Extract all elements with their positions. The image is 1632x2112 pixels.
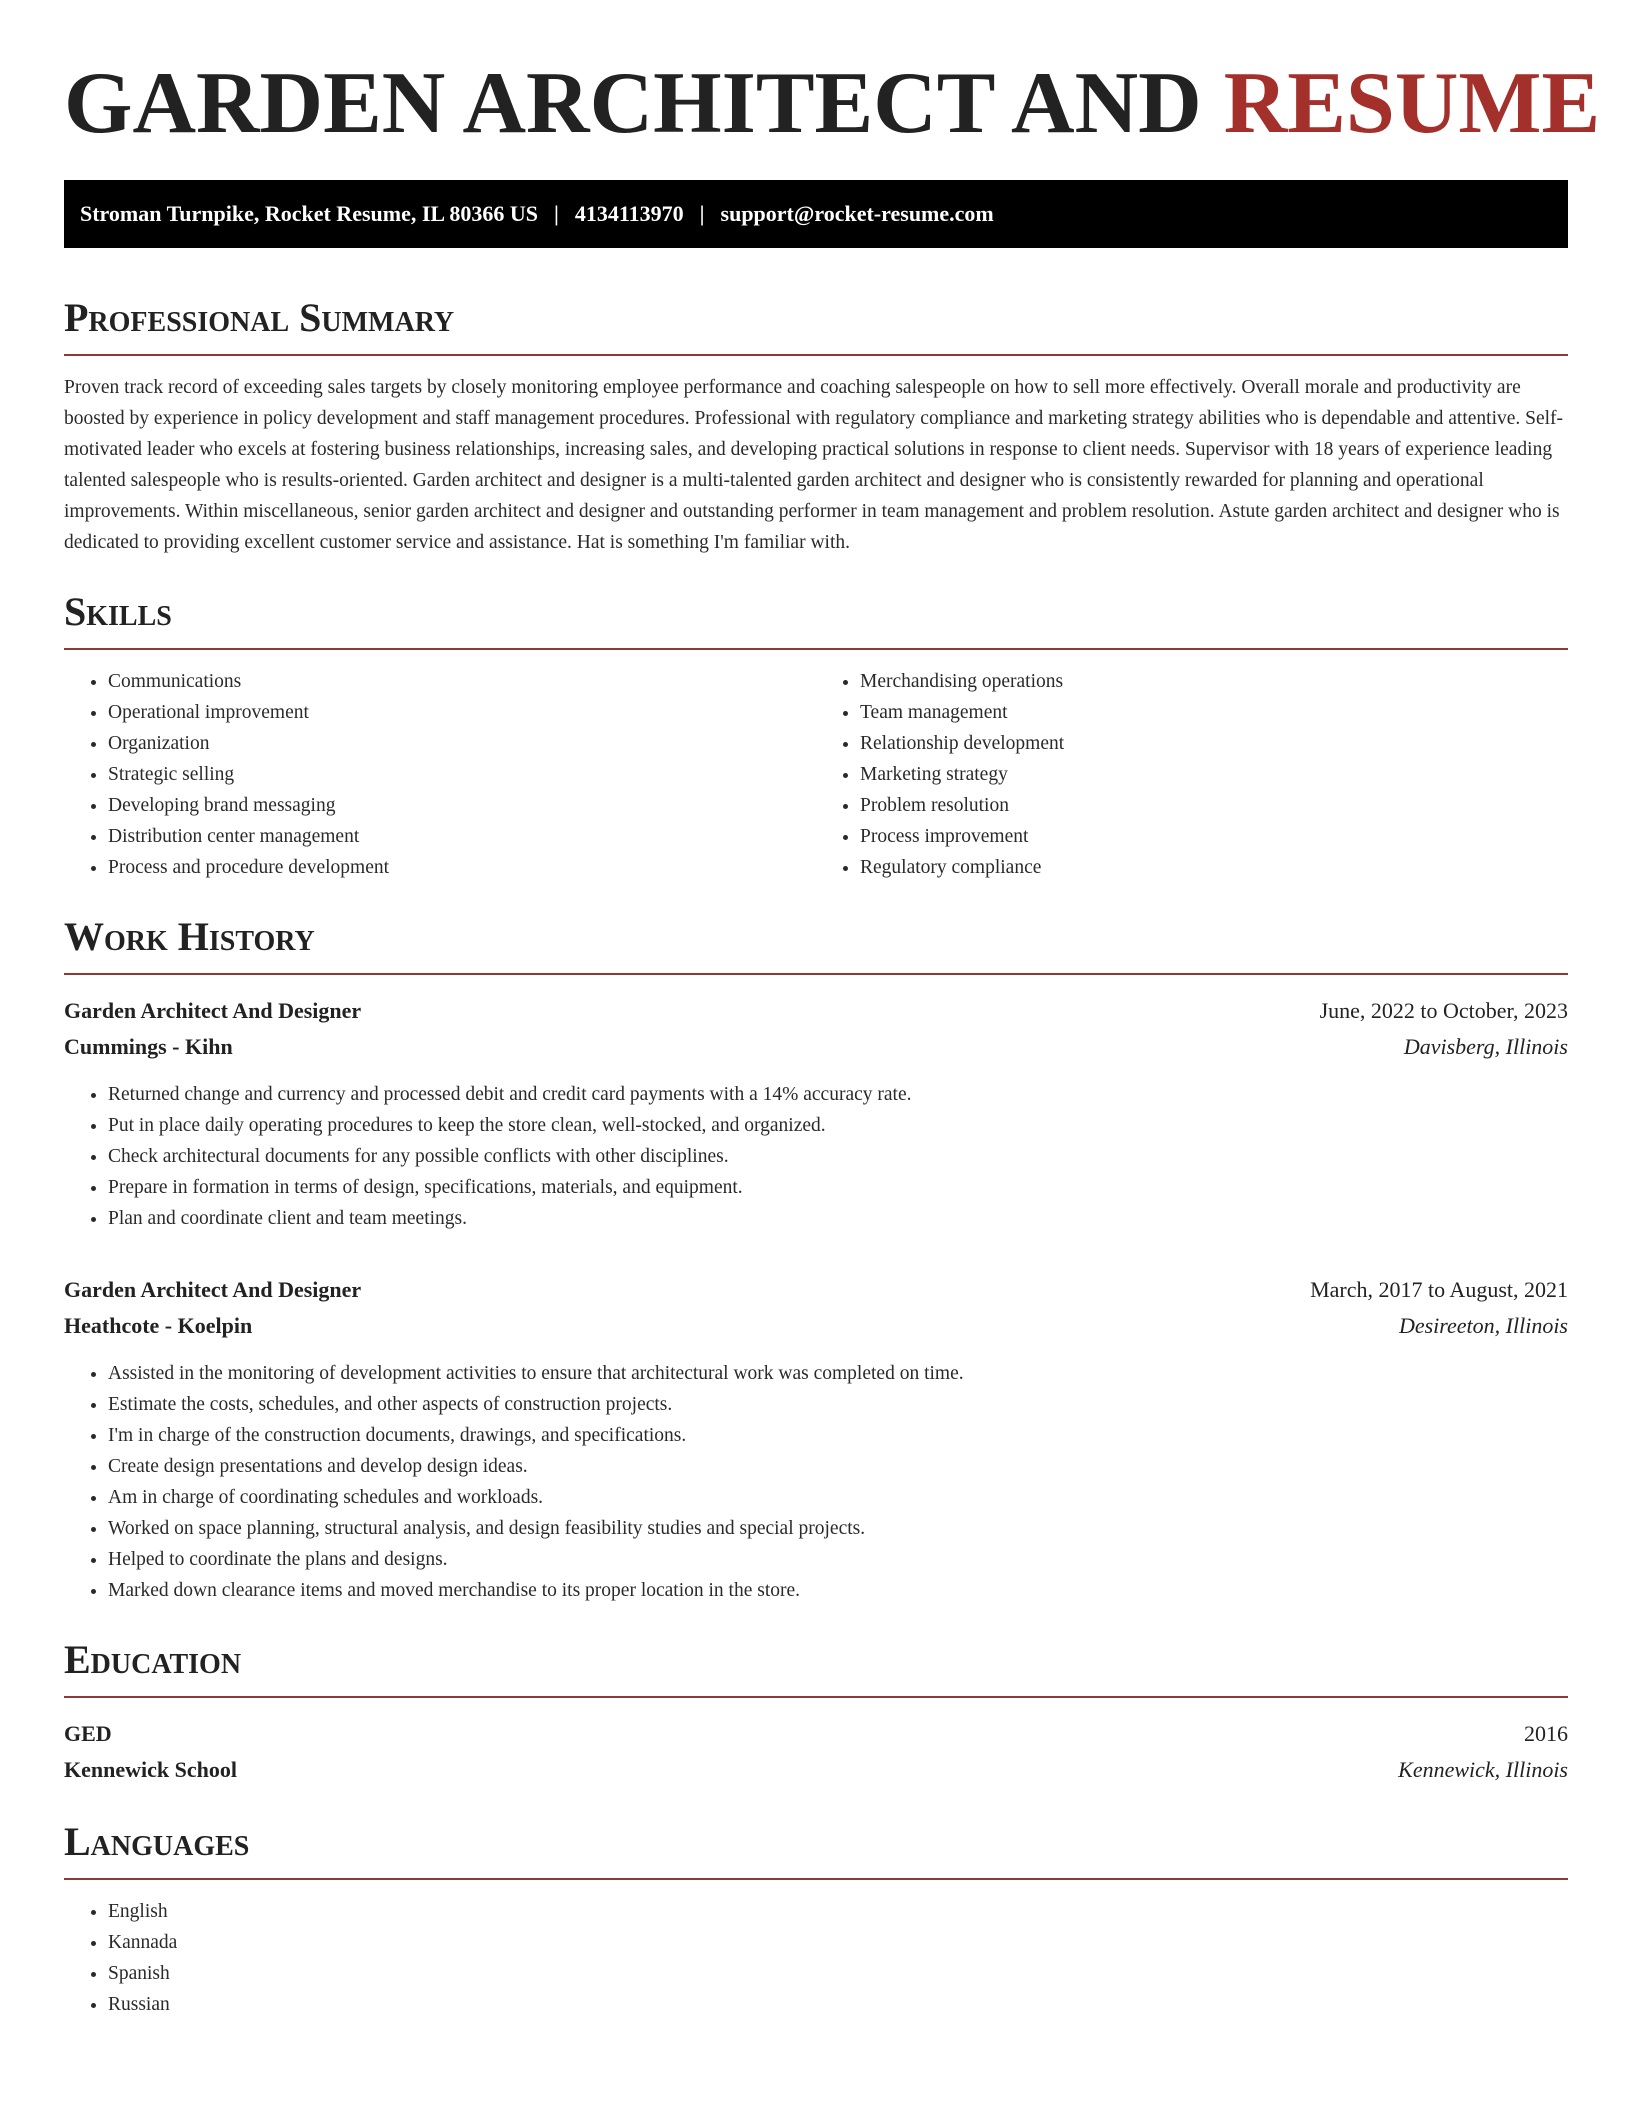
summary-section [64, 294, 1568, 558]
education-school: Kennewick School [64, 1757, 237, 1782]
list-item: • Distribution center management [108, 821, 816, 852]
list-item: • Russian [108, 1989, 1568, 2020]
contact-bar [64, 180, 1568, 248]
job-bullets [64, 1079, 1568, 1234]
job-title: Garden Architect And Designer [64, 1277, 362, 1302]
education-heading: Education [64, 1636, 1568, 1698]
job-dates: June, 2022 to October, 2023 [1319, 998, 1568, 1023]
list-item: • Team management [860, 697, 1568, 728]
job-dates: March, 2017 to August, 2021 [1310, 1277, 1568, 1302]
list-item: • Merchandising operations [860, 666, 1568, 697]
list-item: • Relationship development [860, 728, 1568, 759]
list-item: • Developing brand messaging [108, 790, 816, 821]
contact-phone: 4134113970 [574, 201, 684, 226]
contact-separator: | [699, 201, 705, 226]
list-item: • Process and procedure development [108, 852, 816, 883]
list-item: • Spanish [108, 1958, 1568, 1989]
job-company-row [64, 1308, 1568, 1344]
job-header-row [64, 993, 1568, 1029]
list-item: • Am in charge of coordinating schedules and workloads. [108, 1482, 1568, 1513]
skills-grid [64, 666, 1568, 883]
contact-email: support@rocket-resume.com [720, 201, 994, 226]
work-heading: Work History [64, 913, 1568, 975]
list-item: • Organization [108, 728, 816, 759]
list-item: • Strategic selling [108, 759, 816, 790]
job-location: Desireeton, Illinois [1398, 1313, 1568, 1338]
languages-section [64, 1818, 1568, 2020]
education-entry [64, 1716, 1568, 1788]
education-year: 2016 [1524, 1721, 1568, 1746]
list-item: • Communications [108, 666, 816, 697]
work-section [64, 913, 1568, 1606]
languages-heading: Languages [64, 1818, 1568, 1880]
education-school-row [64, 1752, 1568, 1788]
education-header-row [64, 1716, 1568, 1752]
languages-list [64, 1896, 1568, 2020]
skills-section [64, 588, 1568, 883]
list-item: • Returned change and currency and processed debit and credit card payments with a 14% accuracy rate. [108, 1079, 1568, 1110]
resume-name [64, 48, 1601, 160]
list-item: • Marketing strategy [860, 759, 1568, 790]
name-main: GARDEN ARCHITECT AND [64, 55, 1202, 152]
skills-list-right [816, 666, 1568, 883]
list-item: • Create design presentations and develop design ideas. [108, 1451, 1568, 1482]
list-item: • Process improvement [860, 821, 1568, 852]
list-item: • Worked on space planning, structural analysis, and design feasibility studies and special projects. [108, 1513, 1568, 1544]
job-header-row [64, 1272, 1568, 1308]
list-item: • Regulatory compliance [860, 852, 1568, 883]
job-entry [64, 993, 1568, 1234]
job-entry [64, 1272, 1568, 1606]
list-item: • Marked down clearance items and moved merchandise to its proper location in the store. [108, 1575, 1568, 1606]
education-degree: GED [64, 1721, 112, 1746]
list-item: • Helped to coordinate the plans and designs. [108, 1544, 1568, 1575]
name-accent: RESUME [1223, 55, 1601, 152]
job-title: Garden Architect And Designer [64, 998, 362, 1023]
job-company: Heathcote - Koelpin [64, 1313, 253, 1338]
summary-text: Proven track record of exceeding sales targets by closely monitoring employee performance and coaching salespeople on how to sell more effectively. Overall morale and productivity are boosted by experience in policy development and staff management procedures. Professional with regulatory compliance and marketing strategy abilities who is dependable and attentive. Self-motivated leader who excels at fostering business relationships, increasing sales, and developing practical solutions in response to client needs. Supervisor with 18 years of experience leading talented salespeople who is results-oriented. Garden architect and designer is a multi-talented garden architect and designer who is consistently rewarded for planning and operational improvements. Within miscellaneous, senior garden architect and designer and outstanding performer in team management and problem resolution. Astute garden architect and designer who is dedicated to providing excellent customer service and assistance. Hat is something I'm familiar with. [64, 377, 1564, 553]
job-location: Davisberg, Illinois [1403, 1034, 1568, 1059]
job-bullets [64, 1358, 1568, 1606]
contact-separator: | [554, 201, 559, 226]
education-section [64, 1636, 1568, 1788]
contact-address: Stroman Turnpike, Rocket Resume, IL 80366 US [80, 201, 538, 226]
list-item: • I'm in charge of the construction documents, drawings, and specifications. [108, 1420, 1568, 1451]
job-company: Cummings - Kihn [64, 1034, 233, 1059]
list-item: • Prepare in formation in terms of design, specifications, materials, and equipment. [108, 1172, 1568, 1203]
summary-heading: Professional Summary [64, 294, 1568, 356]
list-item: • Estimate the costs, schedules, and other aspects of construction projects. [108, 1389, 1568, 1420]
list-item: • Assisted in the monitoring of development activities to ensure that architectural work was completed on time. [108, 1358, 1568, 1389]
list-item: • Plan and coordinate client and team meetings. [108, 1203, 1568, 1234]
list-item: • English [108, 1896, 1568, 1927]
education-location: Kennewick, Illinois [1398, 1757, 1568, 1782]
job-company-row [64, 1029, 1568, 1065]
list-item: • Operational improvement [108, 697, 816, 728]
list-item: • Check architectural documents for any possible conflicts with other disciplines. [108, 1141, 1568, 1172]
list-item: • Put in place daily operating procedures to keep the store clean, well-stocked, and organized. [108, 1110, 1568, 1141]
skills-heading: Skills [64, 588, 1568, 650]
list-item: • Problem resolution [860, 790, 1568, 821]
skills-list-left [64, 666, 816, 883]
list-item: • Kannada [108, 1927, 1568, 1958]
